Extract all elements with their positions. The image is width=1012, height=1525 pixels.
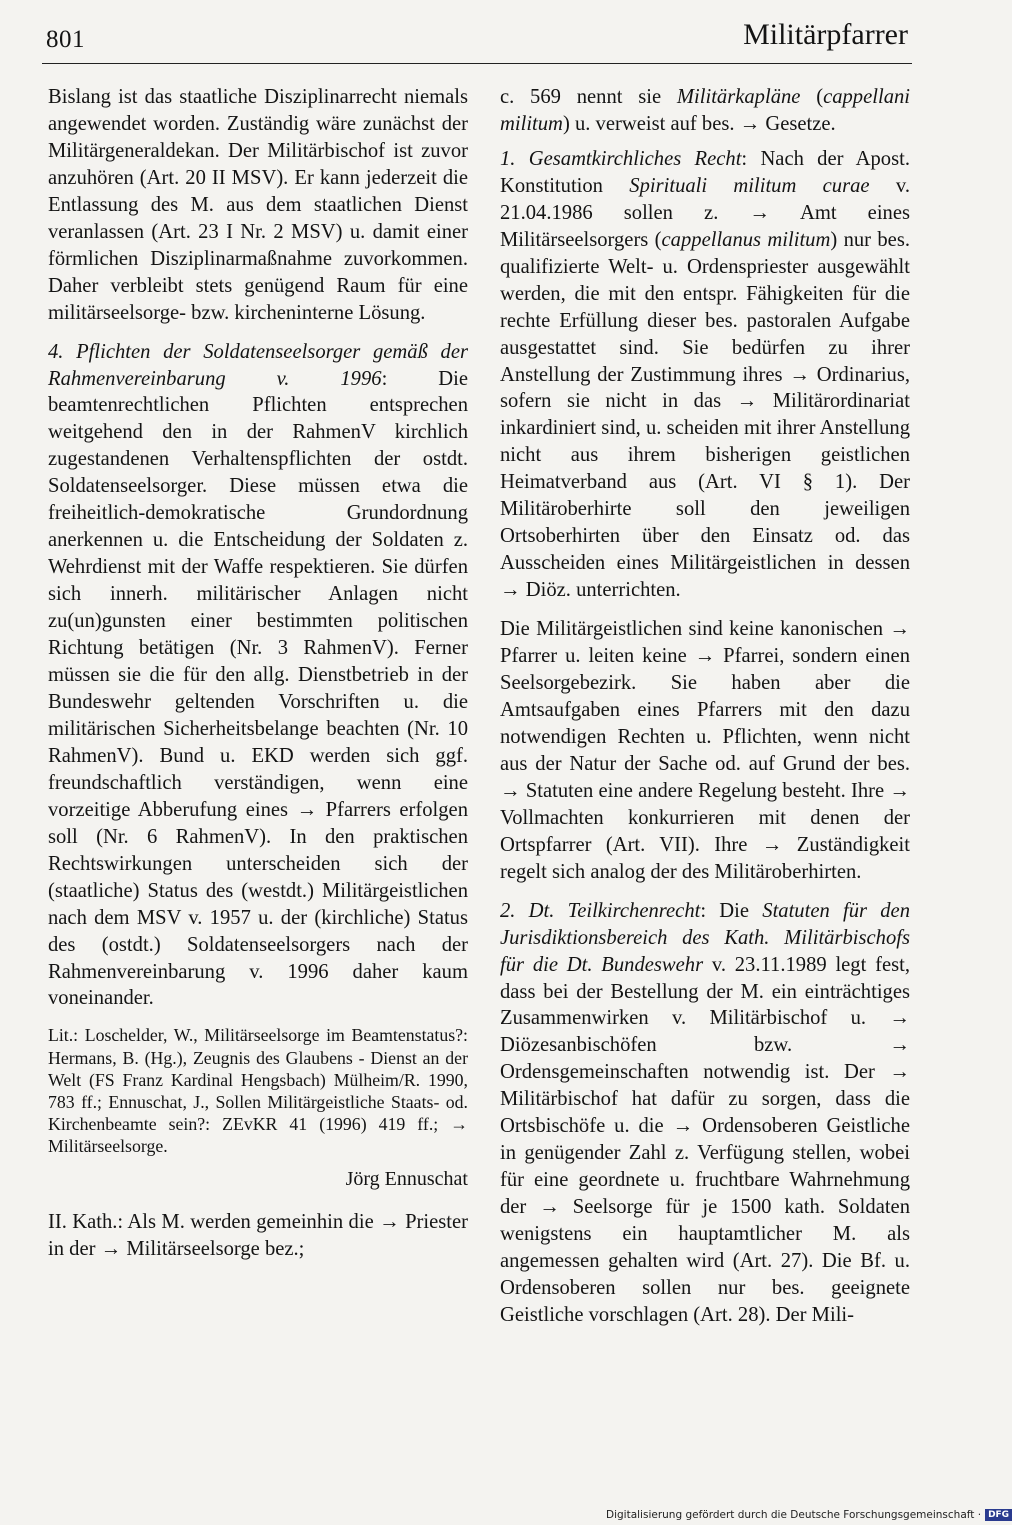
literature-note: Lit.: Loschelder, W., Militärseelsorge im Beamtenstatus?: Hermans, B. (Hg.), Zeugnis des Glaubens - Dienst an der Welt (FS Franz Kardinal Hengsbach) Mülheim/R. 1990, 783 ff.; Ennuschat, J., Sollen Militärgeistliche Staats- od. Kirchenbeamte sein?: ZEvKR 41 (1996) 419 ff.; → Militärseelsorge. xyxy=(48,1025,468,1157)
section-4 xyxy=(48,339,468,1013)
section-heading: 4. Pflichten der Soldatenseelsorger gemäß der Rahmenvereinbarung v. 1996 xyxy=(48,340,468,390)
right-column xyxy=(500,84,910,1341)
text-run: ) u. verweist auf bes. → Gesetze. xyxy=(562,112,836,135)
text-run: ) nur bes. qualifizierte Welt- u. Ordenspriester ausgewählt werden, die mit den entspr. Fähigkeiten für die rechte Erfüllung dieser bes. pastoralen Aufgabe ausgestattet sind. Sie bedürfen zu ihrer Anstellung der Zustimmung ihres → Ordinarius, sofern sie nicht in das → Militärordinariat inkardiniert sind, u. scheiden mit ihrer Anstellung nicht aus ihrem bisherigen geistlichen Heimatverband aus (Art. VI § 1). Der Militäroberhirte soll den jeweiligen Ortsoberhirten über den Einsatz od. das Ausscheiden eines Militärgeistlichen in dessen → Diöz. unterrichten. xyxy=(500,228,910,602)
header-rule xyxy=(42,63,912,64)
text-run: v. 23.11.1989 legt fest, dass bei der Bestellung der M. ein einträchtiges Zusammenwirken v. Militärbischof u. → Diözesanbischöfen bzw. → Ordensgemeinschaften notwendig ist. Der → Militärbischof hat dafür zu sorgen, dass die Ortsbischöfe u. die → Ordensoberen Geistliche in genügender Zahl z. Verfügung stellen, wobei für eine geordnete u. fruchtbare Wahrnehmung der → Seelsorge für je 1500 kath. Soldaten wenigstens ein hauptamtlicher M. als angemessen gehalten wird (Art. 27). Die Bf. u. Ordensoberen sollen nur bes. geeignete Geistliche vorschlagen (Art. 28). Der Mili- xyxy=(500,953,910,1326)
dfg-logo: DFG xyxy=(985,1509,1012,1521)
section-heading: 2. Dt. Teilkirchenrecht xyxy=(500,899,701,922)
paragraph: Bislang ist das staatliche Disziplinarrecht niemals angewendet worden. Zuständig wäre zunächst der Militärgeneraldekan. Der Militärbischof ist zuvor anzuhören (Art. 20 II MSV). Er kann jederzeit die Entlassung des M. aus dem staatlichen Dienst veranlassen (Art. 23 I Nr. 2 MSV) u. damit einer förmlichen Disziplinarmaßnahme zuvorkommen. Daher verbleibt stets genügend Raum für eine militärseelsorge- bzw. kircheninterne Lösung. xyxy=(48,86,468,324)
text-run: ( xyxy=(800,86,824,108)
running-head: Militärpfarrer xyxy=(743,18,908,51)
author-name: Jörg Ennuschat xyxy=(345,1167,468,1190)
paragraph: II. Kath.: Als M. werden gemeinhin die → Priester in der → Militärseelsorge bez.; xyxy=(48,1210,468,1260)
section-heading: 1. Gesamtkirchliches Recht xyxy=(500,147,742,170)
text-run: : Nach der Apost. Konstitution xyxy=(500,147,910,197)
italic-term: Spirituali militum curae xyxy=(629,174,870,197)
italic-term: cappellani militum xyxy=(500,86,911,135)
text-run: : Die xyxy=(700,899,763,922)
section-2 xyxy=(500,898,910,1329)
section-body: : Die beamtenrechtlichen Pflichten entsprechen weitgehend den in der RahmenV kirchlich zugestandenen Verhaltenspflichten der ostdt. Soldatenseelsorger. Diese müssen etwa die freiheitlich-demokratische Grundordnung anerkennen u. die Entscheidung der Soldaten z. Wehrdienst mit der Waffe respektieren. Sie dürfen sich innerh. militärischer Anlagen nicht zu(un)gunsten einer bestimmten politischen Richtung betätigen (Nr. 3 RahmenV). Ferner müssen sie die für den allg. Dienstbetrieb in der Bundeswehr geltenden Vorschriften u. die militärischen Sicherheitsbelange beachten (Nr. 10 RahmenV). Bund u. EKD werden sich ggf. freundschaftlich verständigen, wenn eine vorzeitige Abberufung eines → Pfarrers erfolgen soll (Nr. 6 RahmenV). In den praktischen Rechtswirkungen unterscheiden sich der (staatliche) Status des (westdt.) Militärgeistlichen nach dem MSV v. 1957 u. der (kirchliche) Status des (ostdt.) Soldatenseelsorgers nach der Rahmenvereinbarung v. 1996 daher kaum voneinander. xyxy=(48,367,468,1010)
page-number: 801 xyxy=(46,26,85,53)
text-run: c. 569 nennt sie xyxy=(500,86,677,108)
paragraph: Die Militärgeistlichen sind keine kanonischen → Pfarrer u. leiten keine → Pfarrei, sondern einen Seelsorgebezirk. Sie haben aber die Amtsaufgaben eines Pfarrers mit den dazu notwendigen Rechten u. Pflichten, wenn nicht aus der Natur der Sache od. auf Grund der bes. → Statuten eine andere Regelung besteht. Ihre → Vollmachten konkurrieren mit denen der Ortspfarrer (Art. VII). Ihre → Zuständigkeit regelt sich analog der des Militäroberhirten. xyxy=(500,618,910,883)
text-run: v. 21.04.1986 sollen z. → Amt eines Militärseelsorgers ( xyxy=(500,174,910,251)
italic-term: Statuten für den Jurisdiktionsbereich des Kath. Militärbischofs für die Dt. Bundeswehr xyxy=(500,899,910,976)
italic-term: Militärkapläne xyxy=(676,86,801,108)
digitization-footer xyxy=(606,1509,1012,1521)
footer-text: Digitalisierung gefördert durch die Deutsche Forschungsgemeinschaft · xyxy=(606,1509,982,1521)
section-1 xyxy=(500,146,910,604)
left-column xyxy=(48,84,468,1274)
paragraph xyxy=(500,84,910,138)
italic-term: cappellanus militum xyxy=(661,228,831,251)
